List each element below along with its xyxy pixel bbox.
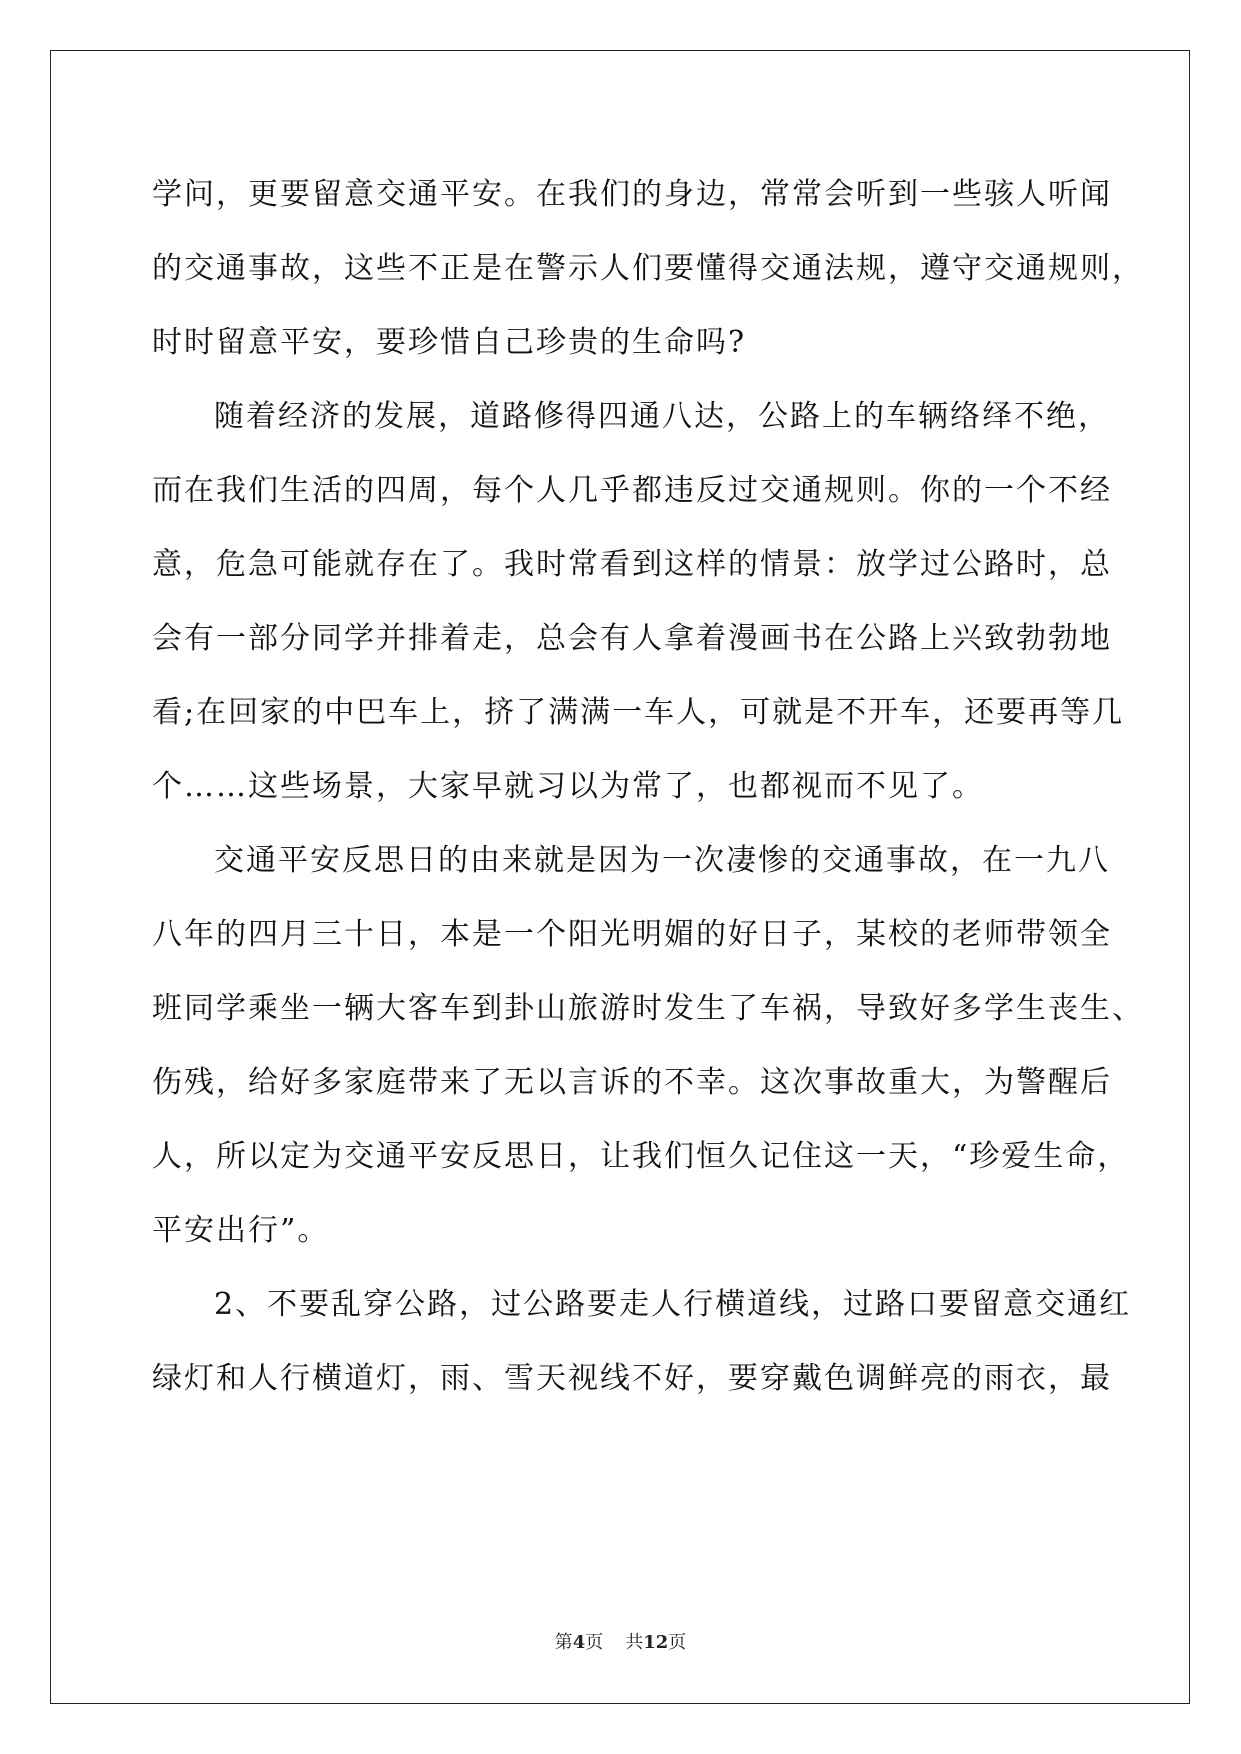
document-body bbox=[152, 158, 1144, 1416]
text-line-3: 时时留意平安，要珍惜自己珍贵的生命吗? bbox=[152, 325, 747, 360]
text-line-7: 会有一部分同学并排着走，总会有人拿着漫画书在公路上兴致勃勃地 bbox=[152, 621, 1112, 656]
text-line-17: 绿灯和人行横道灯，雨、雪天视线不好，要穿戴色调鲜亮的雨衣，最 bbox=[152, 1361, 1112, 1396]
text-line-9: 个……这些场景，大家早就习以为常了，也都视而不见了。 bbox=[152, 769, 984, 804]
page-footer bbox=[0, 1628, 1241, 1654]
text-line-11: 八年的四月三十日，本是一个阳光明媚的好日子，某校的老师带领全 bbox=[152, 917, 1112, 952]
footer-page-number: 4 bbox=[572, 1632, 586, 1653]
footer-total-prefix: 共 bbox=[625, 1632, 644, 1653]
text-line-13: 伤残，给好多家庭带来了无以言诉的不幸。这次事故重大，为警醒后 bbox=[152, 1065, 1112, 1100]
text-line-16: 2、不要乱穿公路，过公路要走人行横道线，过路口要留意交通红 bbox=[214, 1287, 1132, 1322]
text-line-8: 看;在回家的中巴车上，挤了满满一车人，可就是不开车，还要再等几 bbox=[152, 695, 1125, 730]
text-line-10: 交通平安反思日的由来就是因为一次凄惨的交通事故，在一九八 bbox=[214, 843, 1110, 878]
text-line-1: 学问，更要留意交通平安。在我们的身边，常常会听到一些骇人听闻 bbox=[152, 177, 1112, 212]
footer-total-pages: 12 bbox=[643, 1632, 669, 1653]
text-line-12: 班同学乘坐一辆大客车到卦山旅游时发生了车祸，导致好多学生丧生、 bbox=[152, 991, 1144, 1026]
text-line-14: 人，所以定为交通平安反思日，让我们恒久记住这一天，“珍爱生命， bbox=[152, 1139, 1130, 1174]
footer-total-suffix: 页 bbox=[668, 1632, 687, 1653]
text-line-5: 而在我们生活的四周，每个人几乎都违反过交通规则。你的一个不经 bbox=[152, 473, 1112, 508]
text-line-2: 的交通事故，这些不正是在警示人们要懂得交通法规，遵守交通规则， bbox=[152, 251, 1144, 286]
text-line-15: 平安出行”。 bbox=[152, 1213, 330, 1248]
footer-prefix: 第 bbox=[554, 1632, 573, 1653]
footer-page-suffix: 页 bbox=[585, 1632, 604, 1653]
text-line-4: 随着经济的发展，道路修得四通八达，公路上的车辆络绎不绝， bbox=[214, 399, 1110, 434]
text-line-6: 意，危急可能就存在了。我时常看到这样的情景：放学过公路时，总 bbox=[152, 547, 1112, 582]
